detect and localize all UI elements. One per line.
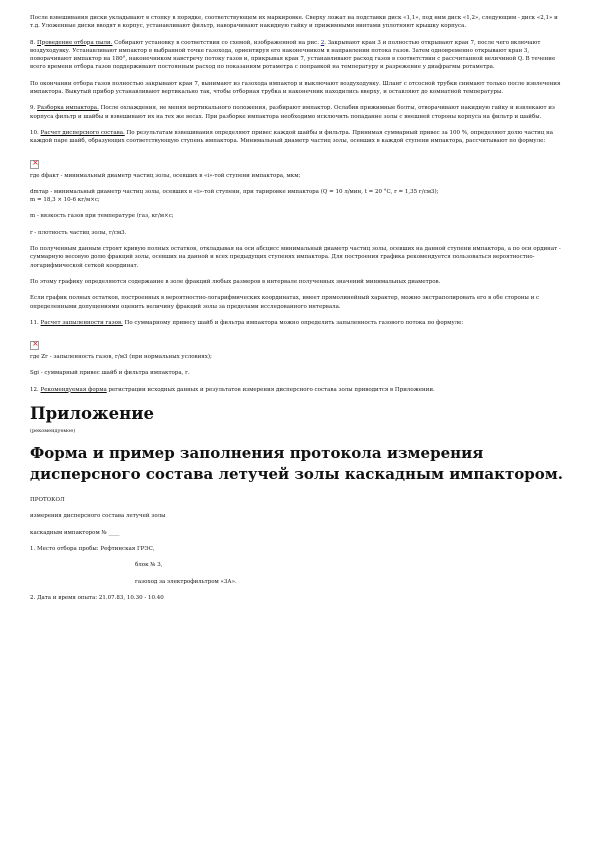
paragraph-def-dtar: dmтар - минимальный диаметр частиц золы, осевших в «i»-той ступени, при тарировке импактора (Q = 10 л/мин, t = 20 °С, r = 1,35 г/см3); <box>30 188 439 195</box>
paragraph-residue-curve: По полученным данным строят кривую полных остатков, откладывая на оси абсцисс минимальный диаметр частиц золы, осевших на данной ступени импактора, а по оси ординат - суммарную весовую долю фракций золы, осевших на данной и всех предыдущих ступенях импактора. Для построения графика рекомендуется пользоваться вероятностно-логарифмической сеткой координат. <box>30 246 561 269</box>
protocol-item-1-block: блок № 3, <box>135 562 163 569</box>
paragraph-impactor-disassembly <box>30 104 565 121</box>
text-run: . Закрывают кран 3 и полностью открывают кран 7, после чего включают воздуходувку. Устанавливают импактор в выбранной точке газохода, ориентируя его наконечником в направлении потока газов. Затем одновременно открывают кран 3, поворачивают импактор на 180°, наконечником навстречу потоку газов и, прикрывая кран 7, устанавливают расход газов в соответствии с рассчитанной величиной Q. В течение всего времени отбора газов поддерживают постоянным расход по показаниям ротаметра с поправкой на температуру и разрежение у диафрагмы ротаметра. <box>30 39 556 71</box>
protocol-item-1: 1. Место отбора пробы: Рефтинская ГРЭС, <box>30 545 155 552</box>
paragraph-dust-sampling <box>30 39 565 72</box>
appendix-note: (рекомендуемое) <box>30 428 76 435</box>
broken-image-icon <box>30 160 39 169</box>
appendix-heading: Приложение <box>30 404 154 424</box>
protocol-label: ПРОТОКОЛ <box>30 497 65 504</box>
formula-image-container <box>30 154 565 164</box>
item-number: 9. <box>30 105 37 112</box>
paragraph-def-viscosity-value: m = 18,3 × 10-6 кг/м×с; <box>30 197 100 204</box>
paragraph-dust-concentration <box>30 319 565 327</box>
section-title: Проведение отбора пыли. <box>37 39 113 46</box>
protocol-line-2: каскадным импактором № ____ <box>30 529 120 536</box>
protocol-line-1: измерения дисперсного состава летучей золы <box>30 513 166 520</box>
paragraph-def-viscosity: m - вязкость газов при температуре (газ, кг/м×с; <box>30 213 174 220</box>
item-number: 11. <box>30 319 41 326</box>
figure-link[interactable]: 2 <box>320 39 325 46</box>
paragraph-sampling-end: По окончании отбора газов полностью закрывают кран 7, вынимают из газохода импактор и выключают воздуходувку. Шланг с отсосной трубки снимают только после извлечения импактора. Выкутый прибор устанавливают вертикально так, чтобы отборная трубка и наконечник находились вверху, и оставляют до комнатной температуры. <box>30 80 561 96</box>
text-run: По суммарному привесу шайб и фильтра импактора можно определить запыленность газового потока по формуле: <box>122 319 464 326</box>
section-title: Расчет дисперсного состава. <box>40 129 125 136</box>
text-run: Собирают установку в соответствии со схемой, изображенной на рис. <box>112 39 321 46</box>
paragraph-def-density: r - плотность частиц золы, г/см3. <box>30 229 127 236</box>
protocol-item-2: 2. Дата и время опыта: 21.07.83, 10.30 - 10.40 <box>30 594 164 601</box>
text-run: По результатам взвешивания определяют привес каждой шайбы и фильтра. Принимая суммарный привес за 100 %, определяют долю частиц на каждой паре шайб, образующих соответствующую ступень импактора. Минимальный диаметр частиц золы, осевших в каждой ступени импактора, рассчитывают по формуле: <box>30 129 554 145</box>
section-title: Разборка импактора. <box>37 105 99 112</box>
broken-image-icon <box>30 341 39 350</box>
paragraph-recommended-form <box>30 386 565 394</box>
section-title: Расчет запыленности газов. <box>40 319 123 326</box>
paragraph-dispersion-calc <box>30 129 565 146</box>
item-number: 8. <box>30 39 37 46</box>
form-title: Форма и пример заполнения протокола измерения дисперсного состава летучей золы каскадным импактором. <box>30 444 563 484</box>
paragraph-graph-usage: По этому графику определяются содержание в золе фракций любых размеров в интервале полученных значений минимальных диаметров. <box>30 278 441 285</box>
paragraph-def-dfact: где dфакт - минимальный диаметр частиц золы, осевших в «i»-той ступени импактора, мкм; <box>30 172 301 179</box>
paragraph-def-sgi: Sgi - суммарный привес шайб и фильтра импактора, г. <box>30 370 190 377</box>
item-number: 10. <box>30 129 41 136</box>
text-run: После охлаждения, не меняя вертикального положения, разбирают импактор. Ослабив прижимные болты, отворачивают накидную гайку и извлекают из корпуса фильтр и шайбы и взвешивают их на тех же весах. При разборке импактора необходимо исключить попадание золы с внешней стороны корпуса на фильтр и шайбы. <box>30 105 555 120</box>
formula-image-container <box>30 335 565 345</box>
paragraph-def-zg: где Zг - запыленность газов, г/м3 (при нормальных условиях); <box>30 354 212 361</box>
paragraph-extrapolation: Если график полных остатков, построенных в вероятностно-логарифмических координатах, имеет прямолинейный характер, можно экстраполировать его в обе стороны и с определенными допущениями оценить величину фракций золы за пределами исследованного интервала. <box>30 295 540 310</box>
item-number: 12. <box>30 386 41 393</box>
text-run: регистрации исходных данных и результатов измерения дисперсного состава золы приводится в Приложении. <box>106 386 435 393</box>
protocol-item-1-duct: газоход за электрофильтром «3А». <box>135 578 237 585</box>
paragraph-disk-stacking: После взвешивания диски укладывают в стопку в порядке, соответствующем их маркировке. Сверху ложат на подставки диск «1,1», под ним диск «1,2», следующим - диск «2,1» и т.д. Уложенные диски вводят в корпус, устанавливают фильтр, наворачивают накидную гайку и прижимными винтами уплотняют крышку корпуса. <box>30 15 558 30</box>
section-title: Рекомендуемая форма <box>40 386 107 393</box>
